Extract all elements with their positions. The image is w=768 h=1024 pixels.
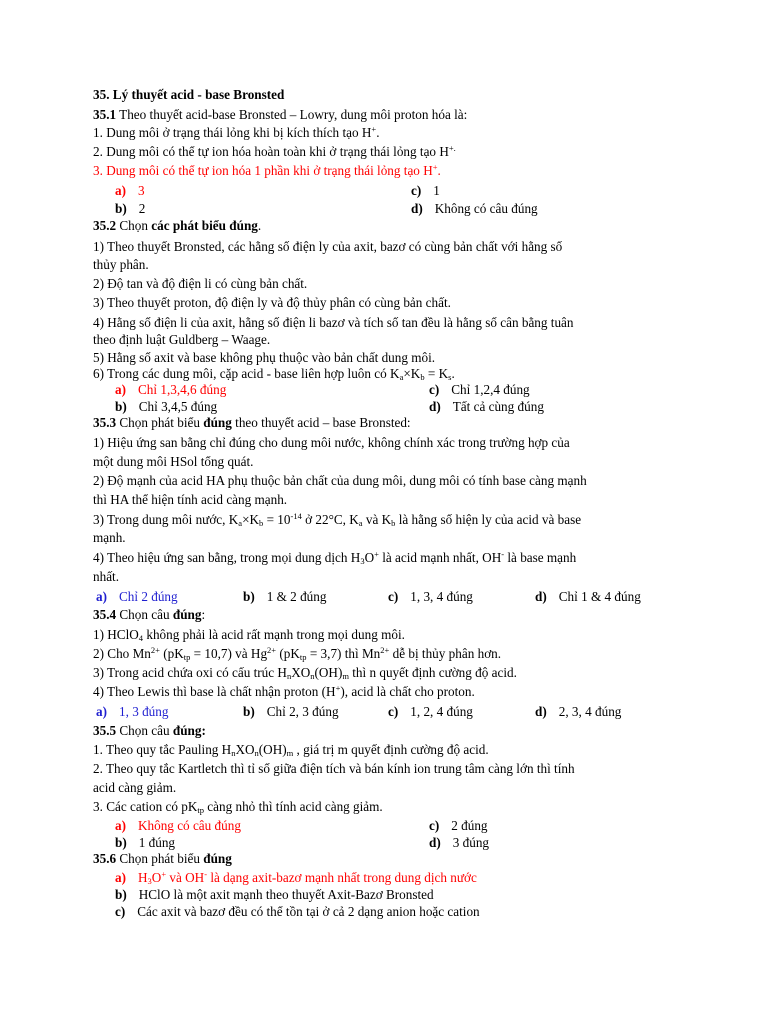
statement-6 xyxy=(93,366,455,382)
option-letter: b) xyxy=(115,835,127,850)
option-text: Các axit và bazơ đều có thể tồn tại ở cả 2 dạng anion hoặc cation xyxy=(137,904,480,919)
answer-option-c[interactable] xyxy=(411,183,440,199)
question-text: Chọn phát biểu xyxy=(116,415,204,430)
option-text: Không có câu đúng xyxy=(138,818,241,833)
question-text: Chọn xyxy=(116,218,152,233)
option-text: Chỉ 1,2,4 đúng xyxy=(451,382,530,397)
statement-2-line-2: acid càng giảm. xyxy=(93,780,177,795)
statement-text: là hằng số hiện ly của acid và base xyxy=(395,512,582,527)
option-letter: c) xyxy=(429,382,440,397)
option-text: 1, 2, 4 đúng xyxy=(410,704,473,719)
option-letter: d) xyxy=(535,589,547,604)
question-35-1 xyxy=(93,107,467,123)
option-letter: a) xyxy=(115,818,126,833)
option-letter: a) xyxy=(96,704,107,719)
answer-option-d[interactable] xyxy=(535,704,621,720)
question-35-5 xyxy=(93,723,206,739)
question-end: : xyxy=(201,607,206,622)
statement-3 xyxy=(93,799,383,815)
option-letter: c) xyxy=(411,183,422,198)
option-text: Không có câu đúng xyxy=(434,201,538,216)
statement-text: 6) Trong các dung môi, cặp acid - base liên hợp luôn có K xyxy=(93,366,400,381)
answer-option-b[interactable] xyxy=(115,887,434,903)
answer-option-c[interactable] xyxy=(429,818,488,834)
statement-2-line-2: thì HA thể hiện tính acid càng mạnh. xyxy=(93,492,288,507)
subscript: tp xyxy=(299,652,307,662)
answer-option-d[interactable] xyxy=(411,201,538,217)
question-emphasis: các phát biểu đúng xyxy=(151,218,258,233)
question-35-2 xyxy=(93,218,261,234)
statement-4 xyxy=(93,684,475,700)
option-letter: b) xyxy=(243,704,255,719)
statement-1-line-1: 1) Theo thuyết Bronsted, các hằng số điện ly của axit, bazơ có cùng bản chất với hằng số xyxy=(93,239,563,254)
statement-3 xyxy=(93,665,517,681)
statement-end: . xyxy=(451,366,455,381)
option-letter: a) xyxy=(96,589,107,604)
statement-2: 2) Độ tan và độ điện li có cùng bản chất. xyxy=(93,276,308,291)
question-number: 35.3 xyxy=(93,415,117,430)
subscript: 3 xyxy=(360,556,365,566)
answer-option-a[interactable] xyxy=(115,382,226,398)
option-text: và OH xyxy=(166,870,205,885)
statement-text: XO xyxy=(291,665,311,680)
subscript: 4 xyxy=(138,633,144,643)
subscript: a xyxy=(238,518,243,528)
statement-3-line-1 xyxy=(93,512,581,528)
option-text: Chỉ 3,4,5 đúng xyxy=(138,399,218,414)
statement-text: = 3,7) thì Mn xyxy=(306,646,381,661)
subscript: m xyxy=(286,748,294,758)
statement-text: càng nhỏ thì tính acid càng giảm. xyxy=(204,799,383,814)
answer-option-d[interactable] xyxy=(429,835,489,851)
statement-4-line-1: 4) Hằng số điện li của axit, hằng số điện li bazơ và tích số tan đều là hằng số cân bằng tuân xyxy=(93,315,574,330)
question-text: Chọn phát biểu xyxy=(116,851,204,866)
question-text: theo thuyết acid – base Bronsted: xyxy=(231,415,411,430)
statement-text: 3. Các cation có pK xyxy=(93,799,198,814)
question-emphasis: đúng: xyxy=(172,723,206,738)
statement-1-line-1: 1) Hiệu ứng san bằng chỉ đúng cho dung môi nước, không chính xác trong trường hợp của xyxy=(93,435,570,450)
subscript: n xyxy=(254,748,259,758)
statement-text: (pK xyxy=(159,646,184,661)
statement-text: = K xyxy=(424,366,449,381)
superscript: +. xyxy=(448,143,456,153)
statement-1-line-2: thủy phân. xyxy=(93,257,149,272)
option-letter: c) xyxy=(388,704,399,719)
subscript: n xyxy=(231,748,236,758)
answer-option-d[interactable] xyxy=(429,399,544,415)
statement-4-line-2: nhất. xyxy=(93,569,120,584)
option-letter: a) xyxy=(115,870,126,885)
option-text: 2, 3, 4 đúng xyxy=(558,704,622,719)
option-text: 1 xyxy=(433,183,440,198)
answer-option-a[interactable] xyxy=(115,870,477,886)
option-text: 1, 3 đúng xyxy=(119,704,169,719)
answer-option-c[interactable] xyxy=(115,904,480,920)
answer-option-b[interactable] xyxy=(115,399,217,415)
option-letter: a) xyxy=(115,382,126,397)
statement-3 xyxy=(93,163,441,179)
question-number: 35.2 xyxy=(93,218,117,233)
statement-text: XO xyxy=(235,742,255,757)
statement-text: 4) Theo Lewis thì base là chất nhận proton (H xyxy=(93,684,336,699)
statement-5: 5) Hằng số axit và base không phụ thuộc vào bản chất dung môi. xyxy=(93,350,436,365)
answer-option-a[interactable] xyxy=(96,589,178,605)
question-number: 35.6 xyxy=(93,851,117,866)
statement-text: (pK xyxy=(276,646,300,661)
answer-option-b[interactable] xyxy=(115,201,145,217)
option-text: Chỉ 2 đúng xyxy=(119,589,178,604)
question-text: Theo thuyết acid-base Bronsted – Lowry, dung môi proton hóa là: xyxy=(116,107,468,122)
question-text: Chọn câu xyxy=(116,607,173,622)
answer-option-c[interactable] xyxy=(388,589,473,605)
statement-1-line-2: một dung môi HSol tổng quát. xyxy=(93,454,254,469)
statement-1 xyxy=(93,742,489,758)
option-letter: c) xyxy=(115,904,126,919)
answer-option-b[interactable] xyxy=(243,704,339,720)
statement-2-line-1: 2. Theo quy tắc Kartletch thì tỉ số giữa điện tích và bán kính ion trung tâm càng lớn thì tính xyxy=(93,761,575,776)
option-letter: d) xyxy=(429,399,441,414)
option-text: 3 xyxy=(138,183,145,198)
option-letter: b) xyxy=(115,887,127,902)
option-letter: b) xyxy=(115,201,127,216)
answer-option-a[interactable] xyxy=(96,704,168,720)
subscript: s xyxy=(448,372,452,382)
option-text: 1 đúng xyxy=(138,835,175,850)
superscript: 2+ xyxy=(150,645,160,655)
option-text: Tất cả cùng đúng xyxy=(452,399,544,414)
answer-option-b[interactable] xyxy=(243,589,326,605)
statement-text: = 10,7) và Hg xyxy=(190,646,268,661)
statement-2 xyxy=(93,144,456,160)
statement-text: 3. Dung môi có thể tự ion hóa 1 phần khi ở trạng thái lỏng tạo H xyxy=(93,163,433,178)
option-text: 2 đúng xyxy=(451,818,488,833)
subscript: b xyxy=(259,518,264,528)
statement-text: 1. Theo quy tắc Pauling H xyxy=(93,742,232,757)
option-text: O xyxy=(151,870,162,885)
option-letter: b) xyxy=(243,589,255,604)
statement-text: 3) Trong acid chứa oxi có cấu trúc H xyxy=(93,665,287,680)
question-text: Chọn câu xyxy=(116,723,173,738)
statement-1 xyxy=(93,627,405,643)
subscript: tp xyxy=(183,652,191,662)
statement-text: 1) HClO xyxy=(93,627,139,642)
question-number: 35.5 xyxy=(93,723,117,738)
subscript: a xyxy=(358,518,363,528)
statement-text: 4) Theo hiệu ứng san bằng, trong mọi dung dịch H xyxy=(93,550,361,565)
option-text: Chỉ 2, 3 đúng xyxy=(266,704,339,719)
subscript: n xyxy=(310,671,315,681)
option-letter: b) xyxy=(115,399,127,414)
option-text: là dạng axit-bazơ mạnh nhất trong dung dịch nước xyxy=(207,870,477,885)
option-letter: d) xyxy=(535,704,547,719)
statement-text: thì n quyết định cường độ acid. xyxy=(348,665,517,680)
superscript: + xyxy=(432,162,438,172)
option-letter: d) xyxy=(429,835,441,850)
subscript: n xyxy=(286,671,292,681)
statement-text: , giá trị m quyết định cường độ acid. xyxy=(293,742,489,757)
subscript: a xyxy=(399,372,404,382)
superscript: 2+ xyxy=(380,645,390,655)
superscript: 2+ xyxy=(267,645,277,655)
option-text: 1, 3, 4 đúng xyxy=(410,589,473,604)
superscript: -14 xyxy=(290,511,302,521)
answer-option-a[interactable] xyxy=(115,818,241,834)
statement-3: 3) Theo thuyết proton, độ điện ly và độ thủy phân có cùng bản chất. xyxy=(93,295,451,310)
answer-option-b[interactable] xyxy=(115,835,175,851)
statement-text: (OH) xyxy=(314,665,343,680)
statement-4-line-1 xyxy=(93,550,576,566)
question-35-4 xyxy=(93,607,205,623)
subscript: tp xyxy=(197,805,204,815)
option-letter: a) xyxy=(115,183,126,198)
option-text: 1 & 2 đúng xyxy=(266,589,327,604)
question-end: . xyxy=(257,218,262,233)
subscript: b xyxy=(420,372,425,382)
option-letter: c) xyxy=(388,589,399,604)
answer-option-a[interactable] xyxy=(115,183,145,199)
question-35-3 xyxy=(93,415,411,431)
statement-1 xyxy=(93,125,379,141)
statement-text: là acid mạnh nhất, OH xyxy=(378,550,502,565)
statement-text: và K xyxy=(362,512,392,527)
subscript: m xyxy=(342,671,349,681)
statement-text: dễ bị thủy phân hơn. xyxy=(389,646,502,661)
option-text: Chỉ 1,3,4,6 đúng xyxy=(138,382,227,397)
question-35-6 xyxy=(93,851,232,867)
statement-text: 1. Dung môi ở trạng thái lỏng khi bị kích thích tạo H xyxy=(93,125,372,140)
statement-text: = 10 xyxy=(263,512,291,527)
statement-text: 2. Dung môi có thể tự ion hóa hoàn toàn khi ở trạng thái lỏng tạo H xyxy=(93,144,449,159)
statement-text: 3) Trong dung môi nước, K xyxy=(93,512,239,527)
option-text: 3 đúng xyxy=(452,835,489,850)
subscript: 3 xyxy=(147,876,152,886)
superscript: + xyxy=(161,869,167,879)
question-number: 35.1 xyxy=(93,107,117,122)
option-text: Chỉ 1 & 4 đúng xyxy=(558,589,641,604)
statement-2-line-1: 2) Độ mạnh của acid HA phụ thuộc bản chất của dung môi, dung môi có tính base càng mạnh xyxy=(93,473,587,488)
superscript: + xyxy=(371,124,377,134)
option-text: HClO là một axit mạnh theo thuyết Axit-Bazơ Bronsted xyxy=(138,887,434,902)
question-number: 35.4 xyxy=(93,607,117,622)
option-letter: d) xyxy=(411,201,423,216)
answer-option-c[interactable] xyxy=(388,704,473,720)
statement-text: O xyxy=(364,550,375,565)
option-text: H xyxy=(138,870,148,885)
section-title: 35. Lý thuyết acid - base Bronsted xyxy=(93,87,285,102)
subscript: b xyxy=(391,518,396,528)
question-emphasis: đúng xyxy=(203,415,232,430)
statement-text: 2) Cho Mn xyxy=(93,646,151,661)
statement-end: . xyxy=(376,125,380,140)
option-letter: c) xyxy=(429,818,440,833)
statement-text: ×K xyxy=(242,512,260,527)
question-emphasis: đúng xyxy=(172,607,202,622)
statement-text: là base mạnh xyxy=(504,550,577,565)
superscript: + xyxy=(374,549,379,559)
option-text: 2 xyxy=(138,201,146,216)
statement-text: ở 22°C, K xyxy=(301,512,359,527)
statement-4-line-2: theo định luật Guldberg – Waage. xyxy=(93,332,271,347)
statement-end: . xyxy=(437,163,441,178)
statement-3-line-2: mạnh. xyxy=(93,530,126,545)
superscript: - xyxy=(204,869,208,879)
statement-text: không phải là acid rất mạnh trong mọi dung môi. xyxy=(143,627,405,642)
answer-option-d[interactable] xyxy=(535,589,641,605)
statement-text: ), acid là chất cho proton. xyxy=(340,684,475,699)
statement-2 xyxy=(93,646,501,662)
statement-text: (OH) xyxy=(258,742,287,757)
superscript: + xyxy=(335,683,341,693)
statement-text: ×K xyxy=(403,366,421,381)
question-emphasis: đúng xyxy=(203,851,232,866)
answer-option-c[interactable] xyxy=(429,382,530,398)
superscript: - xyxy=(501,549,505,559)
